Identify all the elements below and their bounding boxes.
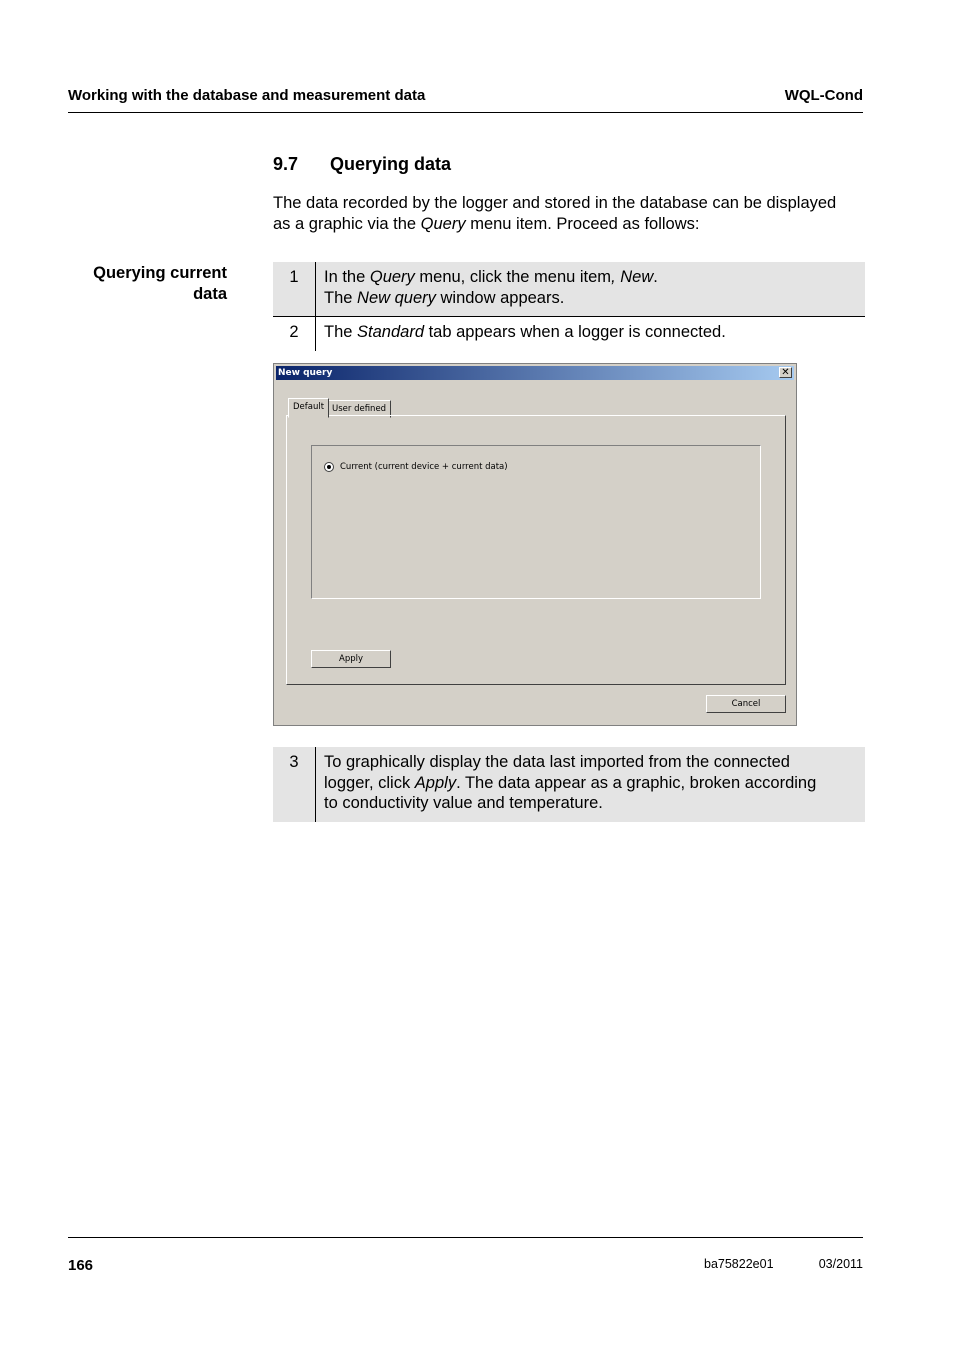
radio-label: Current (current device + current data) xyxy=(340,462,508,472)
steps-table-bottom xyxy=(273,747,865,822)
section-title: Querying data xyxy=(330,154,452,174)
document-id: ba75822e01 xyxy=(704,1257,774,1271)
running-header-left: Working with the database and measurement data xyxy=(68,87,426,104)
cancel-button[interactable]: Cancel xyxy=(706,695,786,713)
step-number: 1 xyxy=(273,262,316,316)
step-text: The Standard tab appears when a logger is connected. xyxy=(324,323,726,341)
dialog-title: New query xyxy=(278,368,333,378)
section-number: 9.7 xyxy=(273,154,299,174)
step-row-2 xyxy=(273,317,865,351)
document-date: 03/2011 xyxy=(818,1257,863,1271)
dialog-titlebar xyxy=(276,366,794,380)
new-query-dialog xyxy=(273,363,797,726)
running-header-right: WQL-Cond xyxy=(784,87,863,104)
step-text: In the Query menu, click the menu item, New. The New query window appears. xyxy=(324,268,658,307)
radio-selected-icon[interactable] xyxy=(324,462,334,472)
intro-paragraph: The data recorded by the logger and stored in the database can be displayed as a graphic via the Query menu item. Proceed as follows: xyxy=(273,194,837,233)
header-rule xyxy=(68,112,863,113)
footer-rule xyxy=(68,1237,863,1238)
query-options-group xyxy=(311,445,761,599)
page-number: 166 xyxy=(68,1257,94,1274)
steps-table-top xyxy=(273,262,865,351)
step-text: To graphically display the data last imported from the connected logger, click Apply. The data appear as a graphic, broken according to conductivity value and temperature. xyxy=(324,753,817,812)
step-row-3 xyxy=(273,747,865,822)
tab-user-defined[interactable]: User defined xyxy=(327,400,391,418)
radio-current[interactable] xyxy=(324,462,508,472)
step-number: 2 xyxy=(273,317,316,351)
tab-panel xyxy=(286,415,786,685)
tab-default[interactable]: Default xyxy=(288,398,329,418)
side-heading: Querying current data xyxy=(93,264,227,303)
apply-button[interactable]: Apply xyxy=(311,650,391,668)
step-row-1 xyxy=(273,262,865,316)
step-number: 3 xyxy=(273,747,316,822)
close-icon[interactable]: ✕ xyxy=(779,367,792,378)
